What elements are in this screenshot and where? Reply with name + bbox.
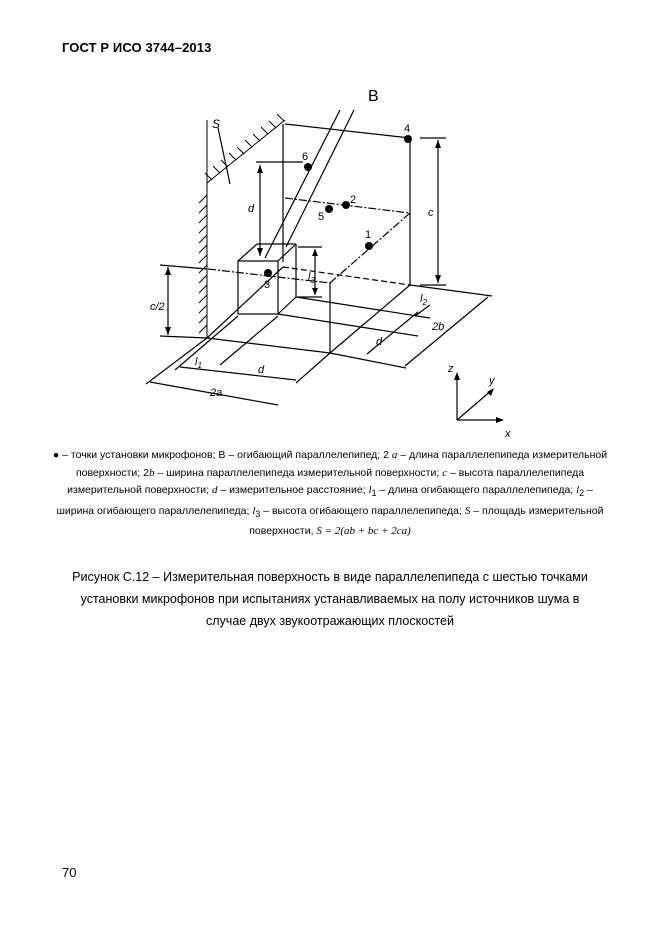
label-l2: $l_2$ [420,293,427,307]
mic-point-4 [404,135,412,143]
mic-point-6 [304,163,312,171]
label-2a: 2a [210,387,223,399]
label-c: c [428,207,434,219]
label-d-side: d [376,336,383,348]
mic-point-3 [264,269,272,277]
parallelepiped-figure [0,0,661,450]
label-2b: 2b [432,321,445,333]
label-c-half: c/2 [150,301,165,313]
label-d-vertical: d [248,203,255,215]
document-header: ГОСТ Р ИСО 3744–2013 [62,40,212,55]
bullet-icon: ● [52,449,60,461]
microphone-points [264,135,412,277]
label-point-5: 5 [318,211,325,223]
axis-x-label: x [505,428,511,440]
label-point-6: 6 [302,151,309,163]
label-l1: $l_1$ [195,356,202,370]
mic-point-1 [365,242,373,250]
label-point-4: 4 [404,123,411,135]
figure-legend: ● – точки установки микрофонов; В – огибающий параллелепипед; 2 a – длина параллелепипеда измерительной поверхности; 2b – ширина параллелепипеда измерительной поверхности; c – высота параллелепипеда измерительной поверхности; d – измерительное расстояние; $l_1$ – длина огибающего параллелепипеда; $l_2$ – ширина огибающего параллелепипеда; $l_3$ – высота огибающего параллелепипеда; S – площадь измерительной поверхности, S = 2(ab + bc + 2ca) [52,449,608,538]
label-d-front: d [258,364,265,376]
label-point-3: 3 [264,279,271,291]
figure-drawing [0,0,661,450]
label-B: B [368,88,379,105]
label-S: S [212,117,221,131]
label-point-1: 1 [365,229,372,241]
axis-y-label: y [489,375,495,387]
page-number: 70 [62,865,77,880]
figure-caption: Рисунок С.12 – Измерительная поверхность в виде параллелепипеда с шестью точками установки микрофонов при испытаниях устанавливаемых на полу источников шума в случае двух звукоотражающих плоскостей [72,570,588,628]
label-point-2: 2 [350,194,357,206]
label-l3: $l_3$ [308,271,315,285]
axis-z-label: z [448,363,454,375]
mic-point-5 [325,205,333,213]
wall-hatching [199,114,285,338]
surface-area-formula: S = 2(ab + bc + 2ca) [316,525,411,538]
mic-point-2 [342,201,350,209]
arrowheads [165,140,504,423]
